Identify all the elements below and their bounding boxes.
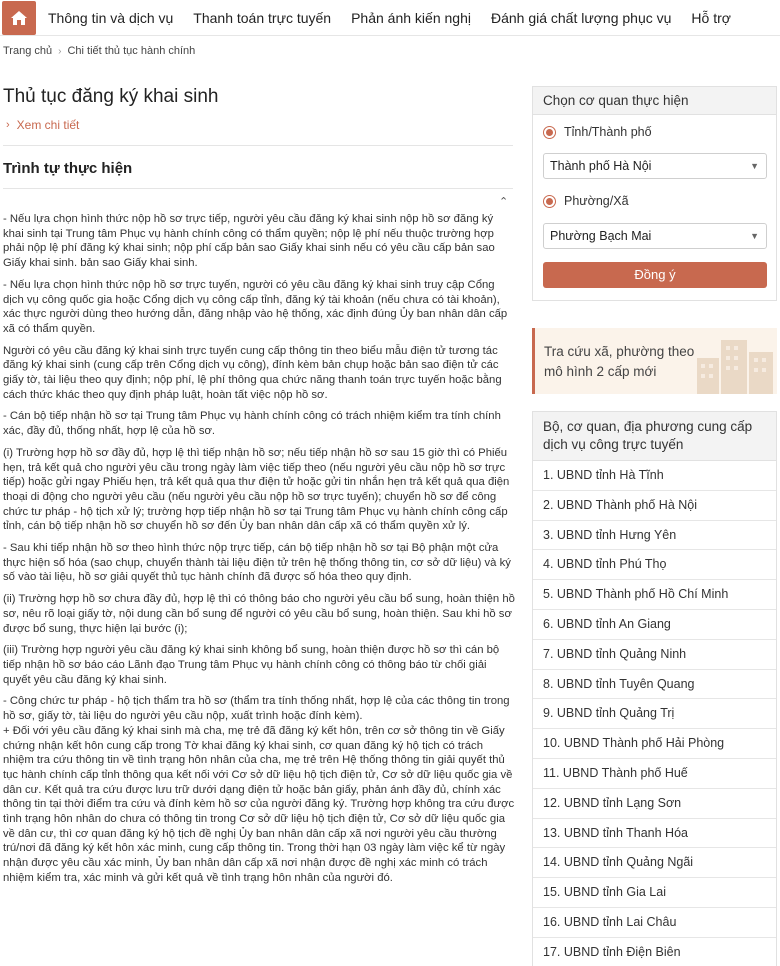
content-paragraph: - Sau khi tiếp nhận hồ sơ theo hình thức nộp trực tiếp, cán bộ tiếp nhận hồ sơ tại Bộ phận một cửa thực hiện số hóa (sao chụp, chuyển thành tài liệu điện tử trên hệ thống thông tin, cơ sở dữ liệu) và ký số vào tài liệu, hồ sơ giải quyết thủ tục hành chính đã được số hóa theo quy định.: [3, 542, 511, 584]
agency-list-item[interactable]: 5. UBND Thành phố Hồ Chí Minh: [533, 580, 776, 610]
agency-select-panel: [532, 86, 777, 301]
divider: [3, 188, 513, 189]
agency-list-item[interactable]: 6. UBND tỉnh An Giang: [533, 610, 776, 640]
content-paragraph: (ii) Trường hợp hồ sơ chưa đầy đủ, hợp lệ thì có thông báo cho người yêu cầu bổ sung, hoàn thiện hồ sơ, nêu rõ loại giấy tờ, nội dung cần bổ sung để người có yêu cầu bổ sung, hoàn thiện. Sau khi hồ sơ được bổ sung, thực hiện lại bước (i);: [3, 593, 515, 635]
nav-item-feedback[interactable]: Phản ánh kiến nghị: [351, 9, 471, 26]
agency-list-item[interactable]: 1. UBND tỉnh Hà Tĩnh: [533, 461, 776, 491]
content-paragraph: - Nếu lựa chọn hình thức nộp hồ sơ trực tuyến, người có yêu cầu đăng ký khai sinh truy cập Cổng dịch vụ công quốc gia hoặc Cổng dịch vụ công cấp tỉnh, đăng ký tài khoản (nếu chưa có tài khoản), xác thực người dùng theo hướng dẫn, đăng nhập vào hệ thống, xác định đúng Ủy ban nhân dân cấp xã có thẩm quyền.: [3, 278, 508, 335]
content-paragraph: (i) Trường hợp hồ sơ đầy đủ, hợp lệ thì tiếp nhận hồ sơ; nếu tiếp nhận hồ sơ sau 15 giờ thì có Phiếu hẹn, trả kết quả cho người yêu cầu trong ngày làm việc tiếp theo (nếu người yêu cầu nộp hồ sơ trực tiếp) hoặc gửi ngay Phiếu hẹn, trả kết quả qua thư điện tử hoặc gửi tin nhắn hẹn trả kết quả qua điện thoại di động cho người yêu cầu (nếu người yêu cầu nộp hồ sơ trực tuyến); chuyển hồ sơ để công chức tư pháp - hộ tịch xử lý; trường hợp tiếp nhận hồ sơ tại Trung tâm Phục vụ hành chính công cấp tỉnh, cán bộ tiếp nhận hồ sơ chuyển hồ sơ đến Ủy ban nhân dân cấp xã có thẩm quyền xử lý.: [3, 446, 510, 533]
agency-list-item[interactable]: 14. UBND tỉnh Quảng Ngãi: [533, 848, 776, 878]
agency-list-item[interactable]: 4. UBND tỉnh Phú Thọ: [533, 550, 776, 580]
nav-item-online-payment[interactable]: Thanh toán trực tuyến: [193, 9, 332, 26]
ward-select-value: Phường Bạch Mai: [550, 229, 652, 243]
agency-list-panel: [532, 411, 777, 966]
agency-list-title: Bộ, cơ quan, địa phương cung cấp dịch vụ công trực tuyến: [533, 412, 776, 461]
content-paragraph: - Công chức tư pháp - hộ tịch thẩm tra hồ sơ (thẩm tra tính thống nhất, hợp lệ của các thông tin trong hồ sơ, giấy tờ, tài liệu do người yêu cầu nộp, xuất trình hoặc đính kèm). + Đối với yêu cầu đăng ký khai sinh mà cha, mẹ trẻ đã đăng ký kết hôn, trên cơ sở thông tin về Giấy chứng nhận kết hôn cung cấp trong Tờ khai đăng ký khai sinh, cơ quan đăng ký hộ tịch có trách nhiệm tra cứu thông tin về tình trạng hôn nhân của cha, mẹ trẻ trên Hệ thống thông tin giải quyết thủ tục hành chính cấp tỉnh thông qua kết nối với Cơ sở dữ liệu hộ tịch điện tử, Cơ sở dữ liệu quốc gia về dân cư. Kết quả tra cứu được lưu trữ dưới dạng điện tử hoặc bản giấy, phản ánh đầy đủ, chính xác thông tin tại thời điểm tra cứu và đính kèm hồ sơ của người đăng ký. Trường hợp không tra cứu được tình trạng hôn nhân do chưa có thông tin trong Cơ sở dữ liệu hộ tịch điện tử, Cơ sở dữ liệu quốc gia về dân cư, thì cơ quan đăng ký hộ tịch đề nghị Ủy ban nhân dân cấp xã nơi người yêu cầu thường trú/nơi đã đăng ký kết hôn xác minh, cung cấp thông tin. Trong thời hạn 03 ngày làm việc kể từ ngày nhận được yêu cầu xác minh, Ủy ban nhân dân cấp xã nơi nhận được đề nghị xác minh có trách nhiệm kiểm tra, xác minh và gửi kết quả về tình trạng hôn nhân của người đó.: [3, 695, 515, 884]
procedure-content: [3, 212, 515, 893]
radio-province[interactable]: [543, 125, 652, 139]
view-detail-label: Xem chi tiết: [16, 118, 80, 132]
agency-list-item[interactable]: 9. UBND tỉnh Quảng Trị: [533, 699, 776, 729]
province-select-value: Thành phố Hà Nội: [550, 159, 652, 173]
agency-list-item[interactable]: 12. UBND tỉnh Lạng Sơn: [533, 789, 776, 819]
agency-list-item[interactable]: 15. UBND tỉnh Gia Lai: [533, 878, 776, 908]
breadcrumb-current: Chi tiết thủ tục hành chính: [67, 45, 196, 57]
breadcrumb-home-link[interactable]: Trang chủ: [3, 45, 53, 57]
agency-list-item[interactable]: 3. UBND tỉnh Hưng Yên: [533, 521, 776, 551]
agency-list-item[interactable]: 2. UBND Thành phố Hà Nội: [533, 491, 776, 521]
province-select[interactable]: [543, 153, 767, 179]
agree-button[interactable]: Đồng ý: [543, 262, 767, 288]
top-navigation: [0, 0, 780, 36]
page-title: Thủ tục đăng ký khai sinh: [3, 86, 219, 107]
content-paragraph: (iii) Trường hợp người yêu cầu đăng ký khai sinh không bổ sung, hoàn thiện được hồ sơ thì cán bộ tiếp nhận hồ sơ báo cáo Lãnh đạo Trung tâm Phục vụ hành chính công có thông báo từ chối giải quyết yêu cầu đăng ký khai sinh.: [3, 644, 500, 686]
content-paragraph: Người có yêu cầu đăng ký khai sinh trực tuyến cung cấp thông tin theo biểu mẫu điện tử tương tác đăng ký khai sinh (cung cấp trên Cổng dịch vụ công), đính kèm bản chụp hoặc bản sao điện tử các giấy tờ, tài liệu theo quy định; nộp phí, lệ phí thông qua chức năng thanh toán trực tuyến hoặc bằng cách thức khác theo quy định pháp luật, hoàn tất việc nộp hồ sơ.: [3, 344, 502, 401]
chevron-down-icon: ▼: [750, 231, 759, 241]
agency-list-item[interactable]: 10. UBND Thành phố Hải Phòng: [533, 729, 776, 759]
ward-select[interactable]: [543, 223, 767, 249]
agency-select-title: Chọn cơ quan thực hiện: [533, 87, 776, 115]
radio-selected-icon: [543, 195, 556, 208]
content-paragraph: - Cán bộ tiếp nhận hồ sơ tại Trung tâm Phục vụ hành chính công có trách nhiệm kiểm tra tính chính xác, đầy đủ, thống nhất, hợp lệ của hồ sơ.: [3, 410, 501, 438]
view-detail-link[interactable]: [6, 118, 79, 132]
agency-list-item[interactable]: 7. UBND tỉnh Quảng Ninh: [533, 640, 776, 670]
chevron-up-icon[interactable]: ⌃: [499, 196, 509, 208]
nav-item-info-services[interactable]: Thông tin và dịch vụ: [48, 9, 174, 26]
agency-list-item[interactable]: 8. UBND tỉnh Tuyên Quang: [533, 670, 776, 700]
banner-text: Tra cứu xã, phường theo mô hình 2 cấp mới: [544, 344, 695, 379]
radio-ward-label: Phường/Xã: [564, 194, 629, 208]
agency-list-item[interactable]: 13. UBND tỉnh Thanh Hóa: [533, 819, 776, 849]
radio-ward[interactable]: [543, 194, 629, 208]
nav-item-service-rating[interactable]: Đánh giá chất lượng phục vụ: [490, 9, 672, 26]
ward-lookup-banner[interactable]: [532, 328, 777, 394]
radio-selected-icon: [543, 126, 556, 139]
home-button[interactable]: [2, 1, 36, 35]
content-paragraph: - Nếu lựa chọn hình thức nộp hồ sơ trực tiếp, người yêu cầu đăng ký khai sinh nộp hồ sơ đăng ký khai sinh tại Trung tâm Phục vụ hành chính công có thẩm quyền; nộp lệ phí nếu thuộc trường hợp phải nộp lệ phí đăng ký khai sinh; nộp phí cấp bản sao Giấy khai sinh nếu có yêu cầu cấp bản sao Giấy khai sinh. bản sao Giấy khai sinh.: [3, 213, 495, 270]
radio-province-label: Tỉnh/Thành phố: [564, 125, 652, 139]
agency-list-item[interactable]: 11. UBND Thành phố Huế: [533, 759, 776, 789]
agency-list-item[interactable]: 16. UBND tỉnh Lai Châu: [533, 908, 776, 938]
agency-list: [533, 461, 776, 966]
chevron-right-icon: ›: [6, 119, 10, 131]
home-icon: [10, 10, 28, 26]
chevron-down-icon: ▼: [750, 161, 759, 171]
breadcrumb: [3, 45, 195, 57]
section-title: Trình tự thực hiện: [3, 160, 133, 177]
agency-list-item[interactable]: 17. UBND tỉnh Điện Biên: [533, 938, 776, 966]
nav-item-support[interactable]: Hỗ trợ: [691, 9, 731, 26]
divider: [3, 145, 513, 146]
chevron-right-icon: ›: [58, 45, 62, 57]
